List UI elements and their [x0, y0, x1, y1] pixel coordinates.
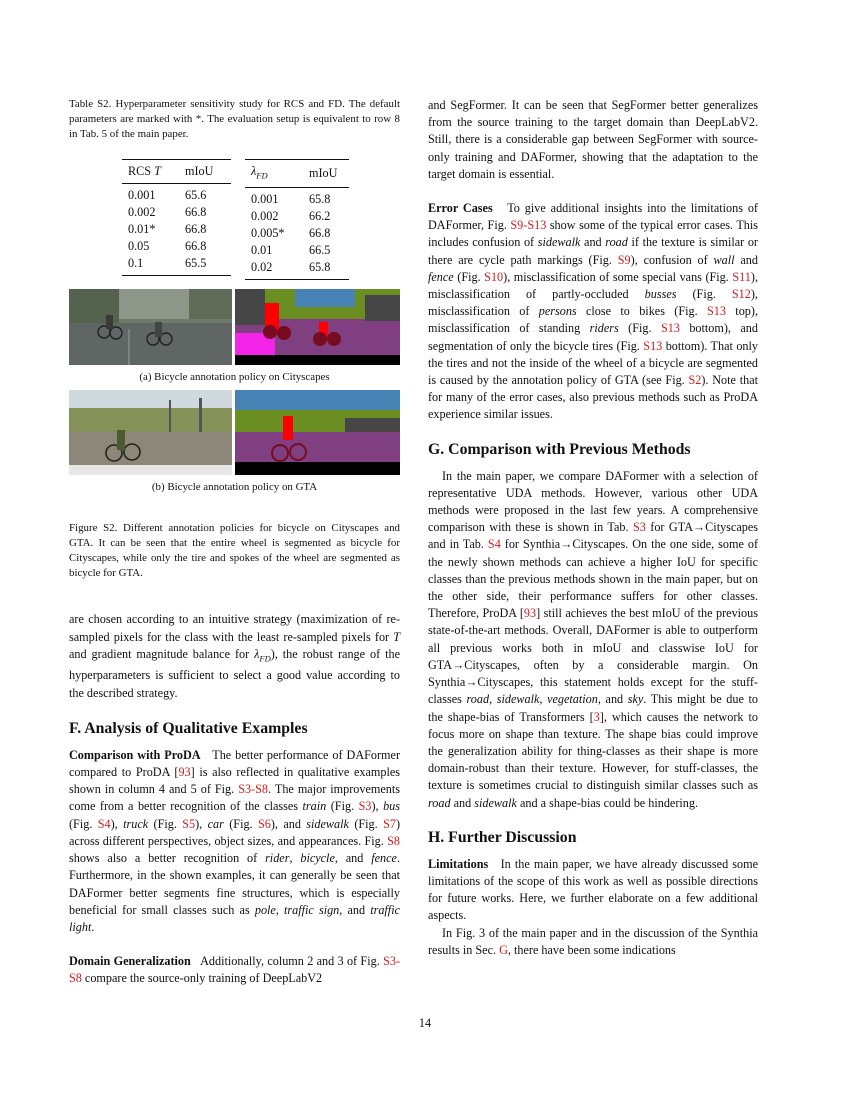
table-row — [245, 242, 349, 259]
ref-s11[interactable]: S11 — [732, 269, 751, 284]
left-column — [69, 97, 400, 988]
table-row — [122, 183, 231, 204]
param-value-cell: 0.05 — [128, 238, 150, 253]
table-row — [122, 204, 231, 221]
table-row — [245, 259, 349, 280]
table-row — [122, 255, 231, 276]
miou-cell: 66.8 — [185, 221, 207, 236]
param-value-cell: 0.1 — [128, 255, 144, 270]
fd-table — [245, 159, 349, 280]
ref-s9-s13[interactable]: S9-S13 — [510, 218, 547, 233]
rcs-header: RCS T — [128, 163, 161, 178]
cityscapes-label-map — [235, 289, 400, 365]
right-column — [428, 97, 758, 959]
miou-cell: 65.8 — [309, 260, 331, 275]
section-f-heading: F. Analysis of Qualitative Examples — [69, 719, 308, 737]
param-value-cell: 0.01 — [251, 243, 273, 258]
cityscapes-photo — [69, 289, 232, 365]
param-value-cell: 0.005* — [251, 226, 285, 241]
paragraph-proda: Comparison with ProDA The better performance of DAFormer compared to ProDA [93] is also reflected in qualitative examples shown in column 4 and 5 of Fig. S3-S8. The major improvements come from a better recognition of the classes train (Fig. S3), bus (Fig. S4), truck (Fig. S5), car (Fig. S6), and sidewalk (Fig. S7) across different perspectives, object sizes, and appearances. Fig. S8 shows also a better recognition of rider, bicycle, and fence. Furthermore, in the shown examples, it can generally be seen that DAFormer better segments fine structures, which is especially beneficial for small classes such as pole, traffic sign, and traffic light. — [69, 747, 401, 934]
page-number: 14 — [418, 1016, 432, 1030]
figure-s2 — [69, 289, 400, 511]
rcs-miou-header: mIoU — [185, 163, 214, 178]
ref-s7[interactable]: S7 — [383, 816, 396, 831]
ref-s9[interactable]: S9 — [617, 252, 631, 267]
miou-cell: 65.6 — [185, 187, 207, 202]
paragraph-comparison: In the main paper, we compare DAFormer with a selection of representative UDA methods. However, various other UDA methods were proposed in the last few years. A comprehensive comparison with these is shown in Tab. S3 for GTA→Cityscapes and in Tab. S4 for Synthia→Cityscapes. On the one side, some of the newly shown methods can achieve a higher IoU for specific classes than the previous methods shown in the main paper, but on the other side, their performance suffers for other classes. Therefore, ProDA [93] still achieves the best mIoU of the previous state-of-the-art methods. Overall, DAFormer is able to outperform all previous works both in mIoU and classwise IoU for GTA→Cityscapes, often by a considerable margin. On Synthia→Cityscapes, this statement holds except for the stuff-classes road, sidewalk, vegetation, and sky. This might be due to the shape-bias of Transformers [3], which causes the network to focus more on shape than texture. The shape bias could improve the generalization ability for thing-classes as their shape is more domain-robust than their texture. However, for stuff-classes, the texture is sometimes crucial to distinguish similar classes such as road and sidewalk and a shape-bias could be hindering. — [428, 468, 759, 810]
param-value-cell: 0.02 — [251, 260, 273, 275]
param-value-cell: 0.001 — [251, 192, 279, 207]
paragraph-segformer: and SegFormer. It can be seen that SegFormer better generalizes from the source training to the target domain than DeepLabV2. Still, there is a considerable gap between SegFormer with source-only training and DAFormer, showing that the adaptation to the target domain is essential. — [428, 98, 758, 181]
table-row — [245, 208, 349, 225]
miou-cell: 66.8 — [185, 204, 207, 219]
table-row — [245, 188, 349, 209]
rcs-rows — [122, 183, 231, 275]
ref-s13-b[interactable]: S13 — [660, 321, 680, 336]
table-caption: Table S2. Hyperparameter sensitivity study for RCS and FD. The default parameters are marked with *. The evaluation setup is equivalent to row 8 in Tab. 5 of the main paper. — [69, 98, 400, 141]
ref-93[interactable]: 93 — [178, 765, 191, 780]
rcs-table — [122, 159, 231, 276]
paragraph-domain-generalization: Domain Generalization Additionally, column 2 and 3 of Fig. S3-S8 compare the source-only training of DeepLabV2 — [69, 954, 401, 986]
paragraph-limitations: Limitations In the main paper, we have already discussed some limitations of the scope of this work as well as possible directions for future works. Here, we further elaborate on a few additional aspects. — [428, 856, 758, 923]
ref-s6[interactable]: S6 — [257, 816, 271, 831]
miou-cell: 65.5 — [185, 255, 207, 270]
ref-sec-g[interactable]: G — [499, 942, 508, 957]
ref-s3-s8-dg[interactable]: S3-S8 — [69, 954, 401, 986]
miou-cell: 66.2 — [309, 209, 331, 224]
gta-label-map — [235, 390, 400, 475]
ref-tab-s4[interactable]: S4 — [487, 537, 501, 552]
ref-s12[interactable]: S12 — [731, 287, 751, 302]
paragraph-error-cases: Error Cases To give additional insights into the limitations of DAFormer, Fig. S9-S13 show some of the typical error cases. This includes confusion of sidewalk and road if the texture is similar or there are cycle path markings (Fig. S9), confusion of wall and fence (Fig. S10), misclassification of some special vans (Fig. S11), misclassification of partly-occluded busses (Fig. S12), misclassification of persons close to bikes (Fig. S13 top), misclassification of standing riders (Fig. S13 bottom), and segmentation of only the bicycle tires (Fig. S13 bottom). That only the tires and not the inside of the wheel of a bicycle are segmented is caused by the annotation policy of GTA (see Fig. S2). Note that for many of the error cases, also previous methods such as ProDA experience similar issues. — [428, 201, 758, 422]
miou-cell: 66.5 — [309, 243, 331, 258]
table-row — [122, 221, 231, 238]
paragraph-strategy: are chosen according to an intuitive strategy (maximization of re-sampled pixels for the class with the least re-sampled pixels for T and gradient magnitude balance for $\lambda_{FD}$), the robust range of the hyperparameters is sufficient to select a good value according to the described strategy. — [69, 612, 400, 700]
paragraph-synthia: In Fig. 3 of the main paper and in the discussion of the Synthia results in Sec. G, there have been some indications — [428, 925, 758, 957]
subcaption-b: (b) Bicycle annotation policy on GTA — [151, 480, 318, 493]
ref-s3[interactable]: S3 — [358, 799, 372, 814]
section-h-heading: H. Further Discussion — [428, 828, 577, 846]
fd-miou-header: mIoU — [309, 165, 338, 180]
figure-caption: Figure S2. Different annotation policies for bicycle on Cityscapes and GTA. It can be seen that the entire wheel is segmented as bicycle for Cityscapes, while only the tire and spokes of the wheel are segmented as bicycle for GTA. — [69, 521, 400, 580]
gta-photo — [69, 390, 232, 475]
subcaption-a: (a) Bicycle annotation policy on Cityscapes — [139, 370, 330, 383]
ref-tab-s3[interactable]: S3 — [632, 520, 646, 535]
miou-cell: 66.8 — [185, 238, 207, 253]
ref-s2[interactable]: S2 — [688, 373, 702, 388]
ref-s8[interactable]: S8 — [387, 833, 400, 848]
ref-3[interactable]: 3 — [593, 709, 600, 724]
ref-s3-s8[interactable]: S3-S8 — [238, 782, 269, 797]
miou-cell: 66.8 — [309, 226, 331, 241]
param-value-cell: 0.002 — [128, 204, 156, 219]
ref-s10[interactable]: S10 — [484, 269, 504, 284]
table-row — [245, 225, 349, 242]
ref-s13-a[interactable]: S13 — [707, 304, 726, 319]
section-g-heading: G. Comparison with Previous Methods — [428, 440, 691, 458]
fd-rows — [245, 188, 349, 280]
hyperparameter-table — [69, 159, 400, 279]
param-value-cell: 0.001 — [128, 187, 156, 202]
param-value-cell: 0.01* — [128, 221, 156, 236]
param-value-cell: 0.002 — [251, 209, 279, 224]
ref-93-g[interactable]: 93 — [523, 606, 537, 621]
ref-s4[interactable]: S4 — [97, 816, 111, 831]
table-row — [122, 238, 231, 255]
miou-cell: 65.8 — [309, 192, 331, 207]
fd-header: $\lambda_{FD}$ — [251, 163, 268, 181]
ref-s13-c[interactable]: S13 — [643, 338, 663, 353]
ref-s5[interactable]: S5 — [182, 816, 196, 831]
